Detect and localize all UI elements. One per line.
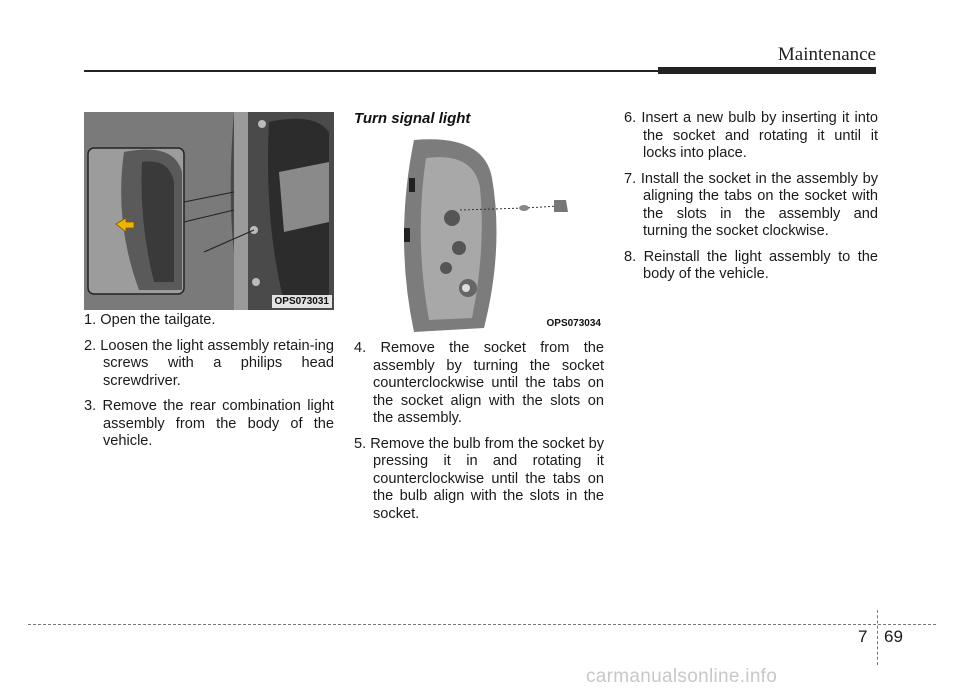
watermark: carmanualsonline.info: [586, 666, 778, 687]
chapter-number: 7: [858, 627, 868, 646]
footer-divider: [877, 610, 878, 665]
step-item: 4. Remove the socket from the assembly by turning the socket counterclockwise until the tabs on the socket align with the slots on the assembly.: [354, 340, 604, 426]
step-item: 5. Remove the bulb from the socket by pressing it in and rotating it counterclockwise until the tabs on the bulb align with the slots in the socket.: [354, 435, 604, 522]
figure-code-label: OPS073034: [546, 318, 601, 329]
step-item: 6. Insert a new bulb by inserting it into the socket and rotating it until it locks into place.: [624, 110, 878, 161]
step-item: 7. Install the socket in the assembly by aligning the tabs on the socket with the slots in the assembly and turning the socket clockwise.: [624, 170, 878, 239]
figure-code-label: OPS073031: [272, 295, 333, 308]
page-number: 69: [884, 627, 903, 646]
light-assembly-illustration: [374, 138, 604, 334]
header-rule: [84, 70, 658, 72]
steps-list-col2: [354, 340, 604, 531]
step-item: 1. Open the tailgate.: [84, 312, 216, 328]
section-heading-turn-signal: Turn signal light: [354, 110, 471, 127]
steps-list-col1: [84, 312, 334, 459]
step-item: 8. Reinstall the light assembly to the body of the vehicle.: [624, 248, 878, 282]
step-item: 3. Remove the rear combination light assembly from the body of the vehicle.: [84, 398, 334, 449]
step-item: 2. Loosen the light assembly retain-ing screws with a philips head screwdriver.: [84, 337, 334, 389]
figure-light-assembly: [374, 138, 604, 334]
figure-tailgate: [84, 112, 334, 310]
tailgate-illustration: [84, 112, 334, 310]
page-section-title: Maintenance: [777, 44, 876, 65]
steps-list-col3: [624, 110, 878, 292]
header-rule-thick: [658, 67, 876, 74]
footer-rule: [28, 624, 936, 625]
